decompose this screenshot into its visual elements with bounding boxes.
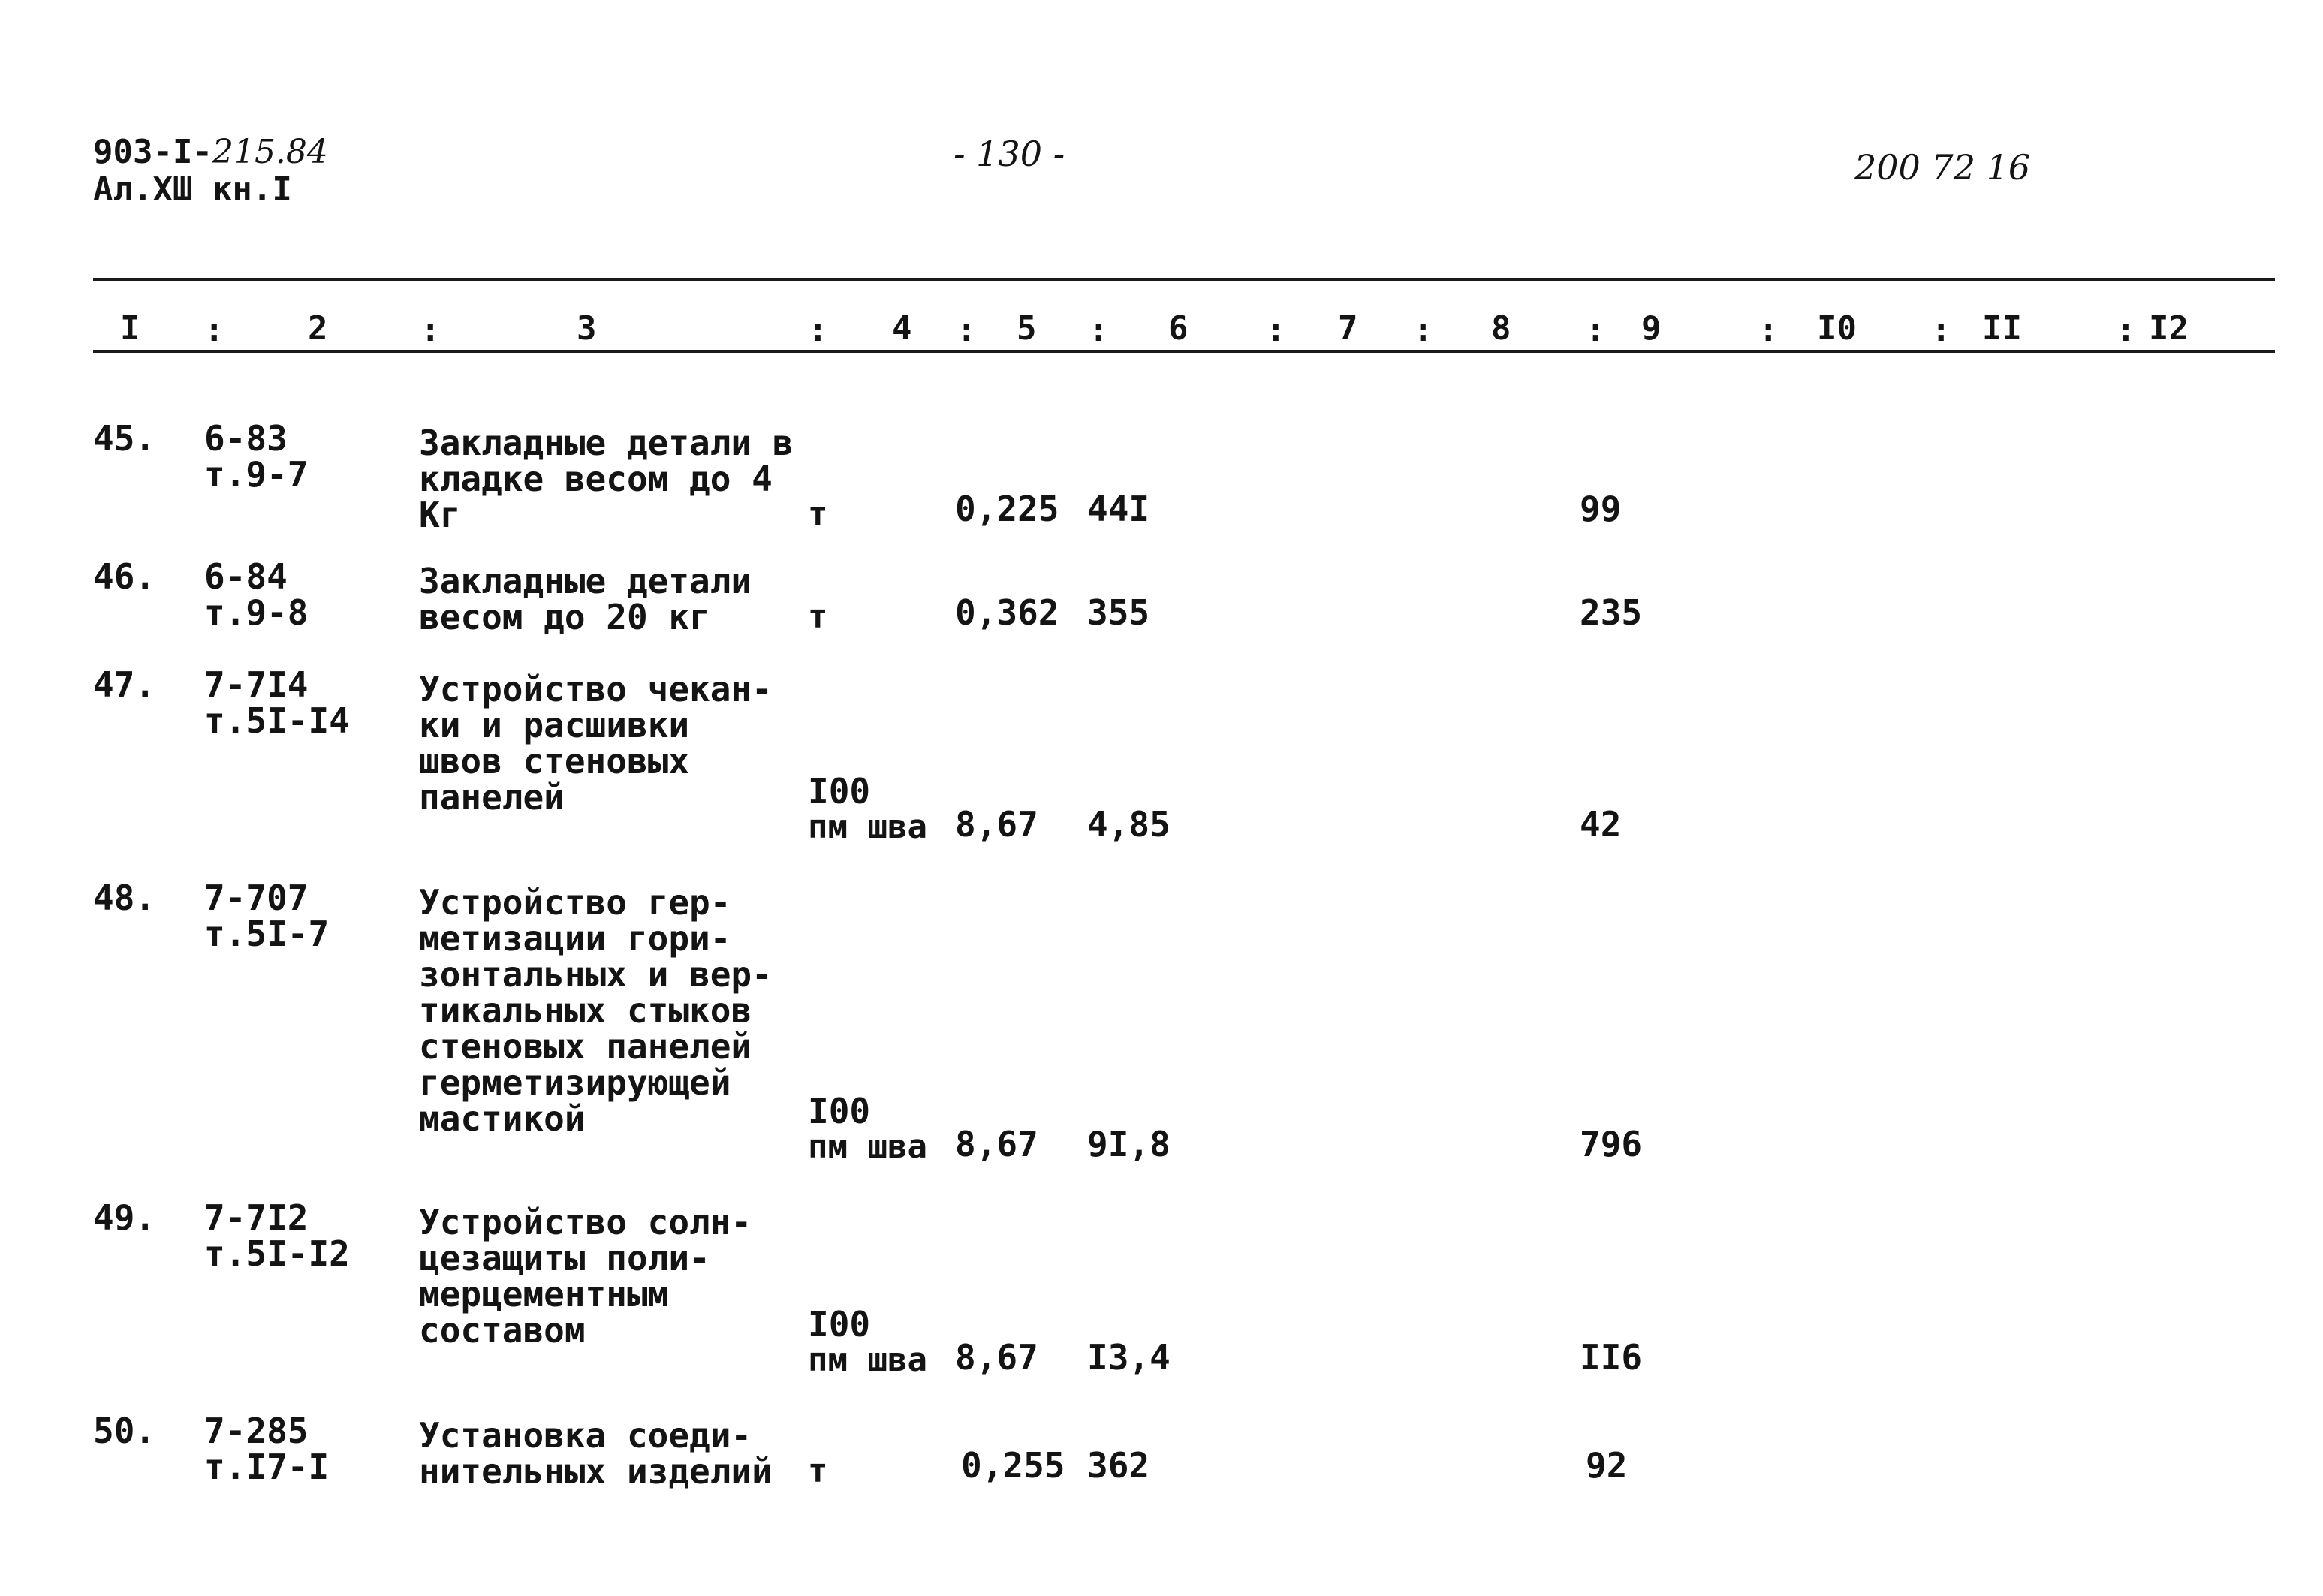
row-number: 49. (93, 1197, 156, 1238)
unit-price: 355 (1087, 592, 1150, 633)
work-description-line: панелей (419, 777, 565, 818)
column-number: 7 (1338, 309, 1358, 348)
work-description-line: тикальных стыков (419, 990, 752, 1031)
column-separator: : (1586, 311, 1606, 349)
norm-table: т.5I-I4 (204, 700, 350, 741)
column-number: 8 (1491, 309, 1511, 348)
column-separator: : (1266, 311, 1286, 349)
unit-price: 362 (1087, 1445, 1150, 1486)
column-number: 9 (1641, 309, 1662, 348)
total: 99 (1580, 489, 1622, 529)
norm-table: т.9-7 (204, 454, 309, 495)
row-number: 50. (93, 1411, 156, 1451)
norm-table: т.5I-I2 (204, 1233, 350, 1274)
work-description-line: кладке весом до 4 (419, 459, 773, 499)
unit: т (808, 1452, 828, 1490)
work-description-line: Закладные детали (419, 561, 752, 601)
document-volume: Ал.XШ кн.I (93, 170, 292, 209)
work-description-line: Кг (419, 495, 461, 535)
unit-multiplier: I00 (808, 1091, 871, 1131)
unit-multiplier: I00 (808, 771, 871, 812)
work-description-line: ки и расшивки (419, 705, 690, 745)
unit: пм шва (808, 1341, 927, 1379)
norm-table: т.9-8 (204, 592, 309, 633)
column-separator: : (1089, 311, 1109, 349)
row-number: 45. (93, 418, 156, 459)
column-separator: : (1931, 311, 1951, 349)
column-separator: : (957, 311, 977, 349)
quantity: 8,67 (955, 1124, 1038, 1164)
quantity: 0,225 (955, 489, 1059, 529)
work-description-line: стеновых панелей (419, 1026, 752, 1067)
column-number: 6 (1168, 309, 1189, 348)
column-number: 5 (1017, 309, 1037, 348)
column-number: I2 (2149, 309, 2189, 348)
unit-price: 9I,8 (1087, 1124, 1171, 1164)
work-description-line: герметизирующей (419, 1062, 731, 1103)
total: 796 (1580, 1124, 1643, 1164)
column-number: I (120, 309, 140, 348)
quantity: 8,67 (955, 804, 1038, 845)
unit: пм шва (808, 1128, 927, 1166)
column-separator: : (204, 311, 224, 349)
column-separator: : (1758, 311, 1779, 349)
work-description-line: Установка соеди- (419, 1415, 752, 1456)
unit-price: 4,85 (1087, 804, 1171, 845)
total: 235 (1580, 592, 1643, 633)
total: II6 (1580, 1337, 1643, 1378)
unit: т (808, 495, 828, 534)
work-description-line: цезащиты поли- (419, 1238, 710, 1278)
unit-price: I3,4 (1087, 1337, 1171, 1378)
column-header-rule (93, 350, 2275, 353)
document-code-handwritten: 215.84 (212, 133, 328, 171)
unit-multiplier: I00 (808, 1304, 871, 1345)
work-description-line: Устройство солн- (419, 1202, 752, 1242)
column-number: 3 (577, 309, 597, 348)
work-description-line: мерцементным (419, 1274, 669, 1314)
inventory-stamp: 200 72 16 (1854, 147, 2031, 188)
work-description-line: Устройство гер- (419, 882, 731, 923)
unit: пм шва (808, 808, 927, 846)
column-number: 4 (892, 309, 912, 348)
column-number: I0 (1817, 309, 1857, 348)
norm-code: 6-84 (204, 556, 288, 597)
column-separator: : (808, 311, 828, 349)
column-separator: : (1413, 311, 1433, 349)
norm-code: 6-83 (204, 418, 288, 459)
row-number: 47. (93, 664, 156, 705)
document-code-prefix: 903-I- (93, 133, 212, 171)
column-separator: : (420, 311, 441, 349)
work-description-line: Устройство чекан- (419, 669, 773, 709)
work-description-line: метизации гори- (419, 918, 731, 959)
norm-table: т.5I-7 (204, 914, 330, 954)
row-number: 46. (93, 556, 156, 597)
norm-code: 7-7I2 (204, 1197, 309, 1238)
top-rule (93, 278, 2275, 281)
total: 92 (1586, 1445, 1628, 1486)
work-description-line: нительных изделий (419, 1451, 773, 1492)
work-description-line: швов стеновых (419, 741, 690, 781)
column-separator: : (2116, 311, 2136, 349)
page-number: - 130 - (954, 134, 1065, 174)
norm-code: 7-285 (204, 1411, 309, 1451)
work-description-line: Закладные детали в (419, 423, 794, 463)
quantity: 0,255 (961, 1445, 1065, 1486)
document-code (93, 134, 328, 171)
work-description-line: весом до 20 кг (419, 597, 710, 637)
unit: т (808, 598, 828, 636)
column-number: 2 (308, 309, 328, 348)
norm-table: т.I7-I (204, 1447, 330, 1487)
work-description-line: зонтальных и вер- (419, 954, 773, 995)
work-description-line: мастикой (419, 1098, 586, 1139)
column-number: II (1982, 309, 2022, 348)
row-number: 48. (93, 878, 156, 918)
norm-code: 7-707 (204, 878, 309, 918)
quantity: 0,362 (955, 592, 1059, 633)
work-description-line: составом (419, 1310, 586, 1351)
total: 42 (1580, 804, 1622, 845)
quantity: 8,67 (955, 1337, 1038, 1378)
norm-code: 7-7I4 (204, 664, 309, 705)
unit-price: 44I (1087, 489, 1150, 529)
